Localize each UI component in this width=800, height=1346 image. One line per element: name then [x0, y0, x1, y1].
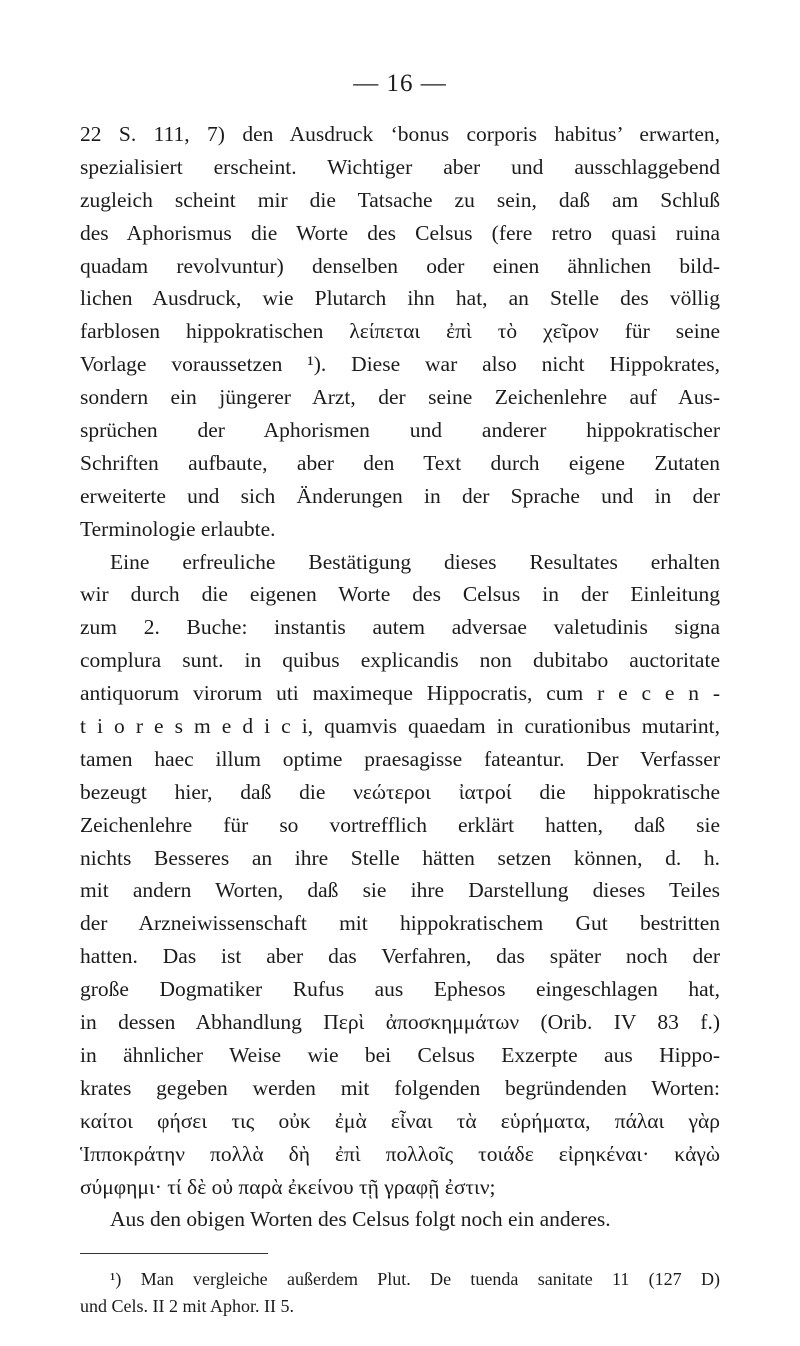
text-line-19: t i o r e s m e d i c i, quamvis quaedam in curationibus mutarint,: [80, 714, 720, 739]
page-number: — 16 —: [353, 70, 447, 97]
text-line-14: Eine erfreuliche Bestätigung dieses Resultates erhalten: [110, 549, 720, 574]
text-line-23: nichts Besseres an ihre Stelle hätten setzen können, d. h.: [80, 845, 720, 870]
text-line-31: καίτοι φήσει τις οὐκ ἐμὰ εἶναι τὰ εὑρήματα, πάλαι γὰρ: [80, 1108, 720, 1133]
text-line-28: in dessen Abhandlung Περὶ ἀποσκημμάτων (Orib. IV 83 f.): [80, 1010, 720, 1035]
text-line-24: mit andern Worten, daß sie ihre Darstellung dieses Teiles: [80, 878, 720, 903]
text-line-1: 22 S. 111, 7) den Ausdruck ‘bonus corporis habitus’ erwarten,: [80, 122, 720, 146]
text-line-10: sprüchen der Aphorismen und anderer hippokratischer: [80, 418, 720, 443]
text-line-13: Terminologie erlaubte.: [80, 516, 276, 541]
text-line-26: hatten. Das ist aber das Verfahren, das später noch der: [80, 944, 720, 969]
text-line-6: lichen Ausdruck, wie Plutarch ihn hat, an Stelle des völlig: [80, 286, 720, 311]
text-line-12: erweiterte und sich Änderungen in der Sprache und in der: [80, 483, 720, 508]
text-line-4: des Aphorismus die Worte des Celsus (fere retro quasi ruina: [80, 220, 720, 245]
text-line-15: wir durch die eigenen Worte des Celsus in der Einleitung: [80, 582, 720, 607]
footnote-line-1: ¹) Man vergleiche außerdem Plut. De tuenda sanitate 11 (127 D): [110, 1269, 720, 1289]
text-line-5: quadam revolvuntur) denselben oder einen ähnlichen bild-: [80, 253, 720, 278]
text-line-2: spezialisiert erscheint. Wichtiger aber und ausschlaggebend: [80, 154, 720, 179]
text-line-9: sondern ein jüngerer Arzt, der seine Zeichenlehre auf Aus-: [80, 385, 720, 410]
text-line-3: zugleich scheint mir die Tatsache zu sein, daß am Schluß: [80, 187, 720, 212]
text-line-32: Ἱπποκράτην πολλὰ δὴ ἐπὶ πολλοῖς τοιάδε εἰρηκέναι· κἀγὼ: [80, 1141, 720, 1166]
text-line-8: Vorlage voraussetzen ¹). Diese war also nicht Hippokrates,: [80, 352, 720, 377]
text-line-25: der Arzneiwissenschaft mit hippokratischem Gut bestritten: [80, 911, 720, 936]
text-line-30: krates gegeben werden mit folgenden begründenden Worten:: [80, 1075, 720, 1100]
footnotes: [80, 1266, 720, 1320]
text-line-11: Schriften aufbaute, aber den Text durch eigene Zutaten: [80, 450, 720, 475]
text-line-16: zum 2. Buche: instantis autem adversae valetudinis signa: [80, 615, 720, 640]
text-line-17: complura sunt. in quibus explicandis non dubitabo auctoritate: [80, 648, 720, 673]
text-line-34: Aus den obigen Worten des Celsus folgt noch ein anderes.: [110, 1207, 611, 1232]
text-line-27: große Dogmatiker Rufus aus Ephesos eingeschlagen hat,: [80, 977, 720, 1002]
text-line-21: bezeugt hier, daß die νεώτεροι ἰατροί die hippokratische: [80, 779, 720, 804]
text-line-18: antiquorum virorum uti maximeque Hippocratis, cum r e c e n -: [80, 681, 720, 706]
footnote-divider: [80, 1253, 268, 1254]
footnote-line-2: und Cels. II 2 mit Aphor. II 5.: [80, 1296, 294, 1316]
text-line-22: Zeichenlehre für so vortrefflich erklärt hatten, daß sie: [80, 812, 720, 837]
text-line-29: in ähnlicher Weise wie bei Celsus Exzerpte aus Hippo-: [80, 1042, 720, 1067]
text-line-33: σύμφημι· τί δὲ οὐ παρὰ ἐκείνου τῇ γραφῇ ἐστιν;: [80, 1174, 496, 1199]
body-text: [80, 118, 720, 1236]
text-line-20: tamen haec illum optime praesagisse fateantur. Der Verfasser: [80, 746, 720, 771]
text-line-7: farblosen hippokratischen λείπεται ἐπὶ τὸ χεῖρον für seine: [80, 319, 720, 344]
